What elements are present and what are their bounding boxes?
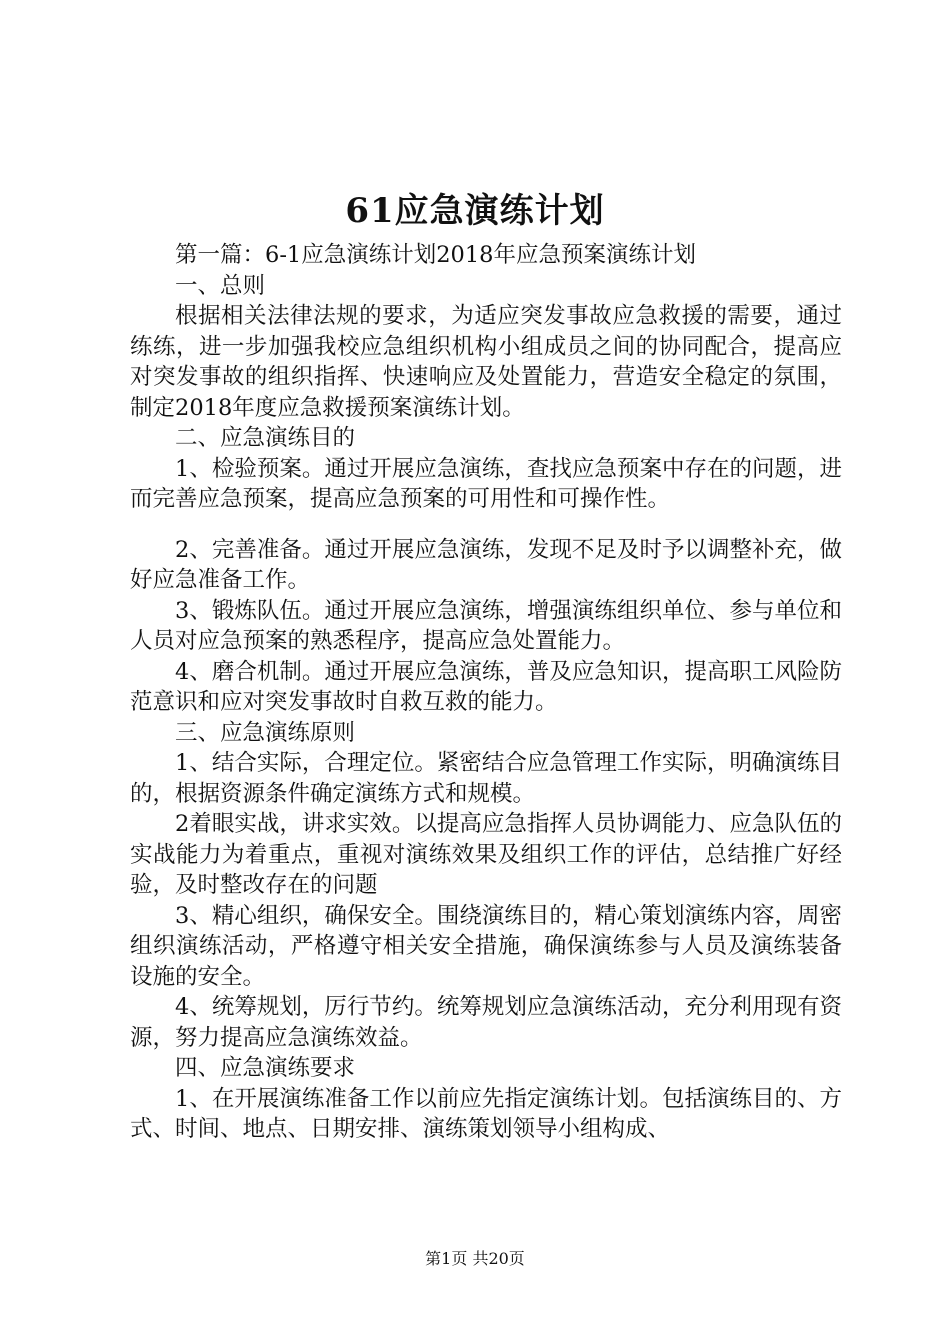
document-title: 61应急演练计划 <box>345 191 605 231</box>
paragraph-requirement-1: 1、在开展演练准备工作以前应先指定演练计划。包括演练目的、方式、时间、地点、日期安排、演练策划领导小组构成、 <box>130 1085 842 1142</box>
paragraph-purpose-4: 4、磨合机制。通过开展应急演练，普及应急知识，提高职工风险防范意识和应对突发事故时自救互救的能力。 <box>130 658 842 715</box>
paragraph-principle-3: 3、精心组织，确保安全。围绕演练目的，精心策划演练内容，周密组织演练活动，严格遵守相关安全措施，确保演练参与人员及演练装备设施的安全。 <box>130 902 842 990</box>
paragraph-purpose-3: 3、锻炼队伍。通过开展应急演练，增强演练组织单位、参与单位和人员对应急预案的熟悉程序，提高应急处置能力。 <box>130 597 842 654</box>
paragraph-principle-2: 2着眼实战，讲求实效。以提高应急指挥人员协调能力、应急队伍的实战能力为着重点，重视对演练效果及组织工作的评估，总结推广好经验，及时整改存在的问题 <box>130 811 842 898</box>
paragraph-purpose-1: 1、检验预案。通过开展应急演练，查找应急预案中存在的问题，进而完善应急预案，提高应急预案的可用性和可操作性。 <box>130 455 842 512</box>
section-heading-general: 一、总则 <box>175 272 266 299</box>
paragraph-general: 根据相关法律法规的要求，为适应突发事故应急救援的需要，通过练练，进一步加强我校应急组织机构小组成员之间的协同配合，提高应对突发事故的组织指挥、快速响应及处置能力，营造安全稳定的氛围，制定2018年度应急救援预案演练计划。 <box>130 303 842 421</box>
paragraph-principle-1: 1、结合实际，合理定位。紧密结合应急管理工作实际，明确演练目的，根据资源条件确定演练方式和规模。 <box>130 750 842 807</box>
page-footer: 第1页 共20页 <box>425 1249 525 1268</box>
document-body <box>130 240 842 1145</box>
section-heading-principles: 三、应急演练原则 <box>175 719 356 746</box>
article-heading: 第一篇：6-1应急演练计划2018年应急预案演练计划 <box>175 242 696 268</box>
paragraph-purpose-2: 2、完善准备。通过开展应急演练，发现不足及时予以调整补充，做好应急准备工作。 <box>130 536 842 593</box>
paragraph-principle-4: 4、统筹规划，厉行节约。统筹规划应急演练活动，充分利用现有资源，努力提高应急演练效益。 <box>130 994 842 1051</box>
section-heading-requirements: 四、应急演练要求 <box>175 1055 356 1081</box>
section-heading-purpose: 二、应急演练目的 <box>175 425 356 451</box>
